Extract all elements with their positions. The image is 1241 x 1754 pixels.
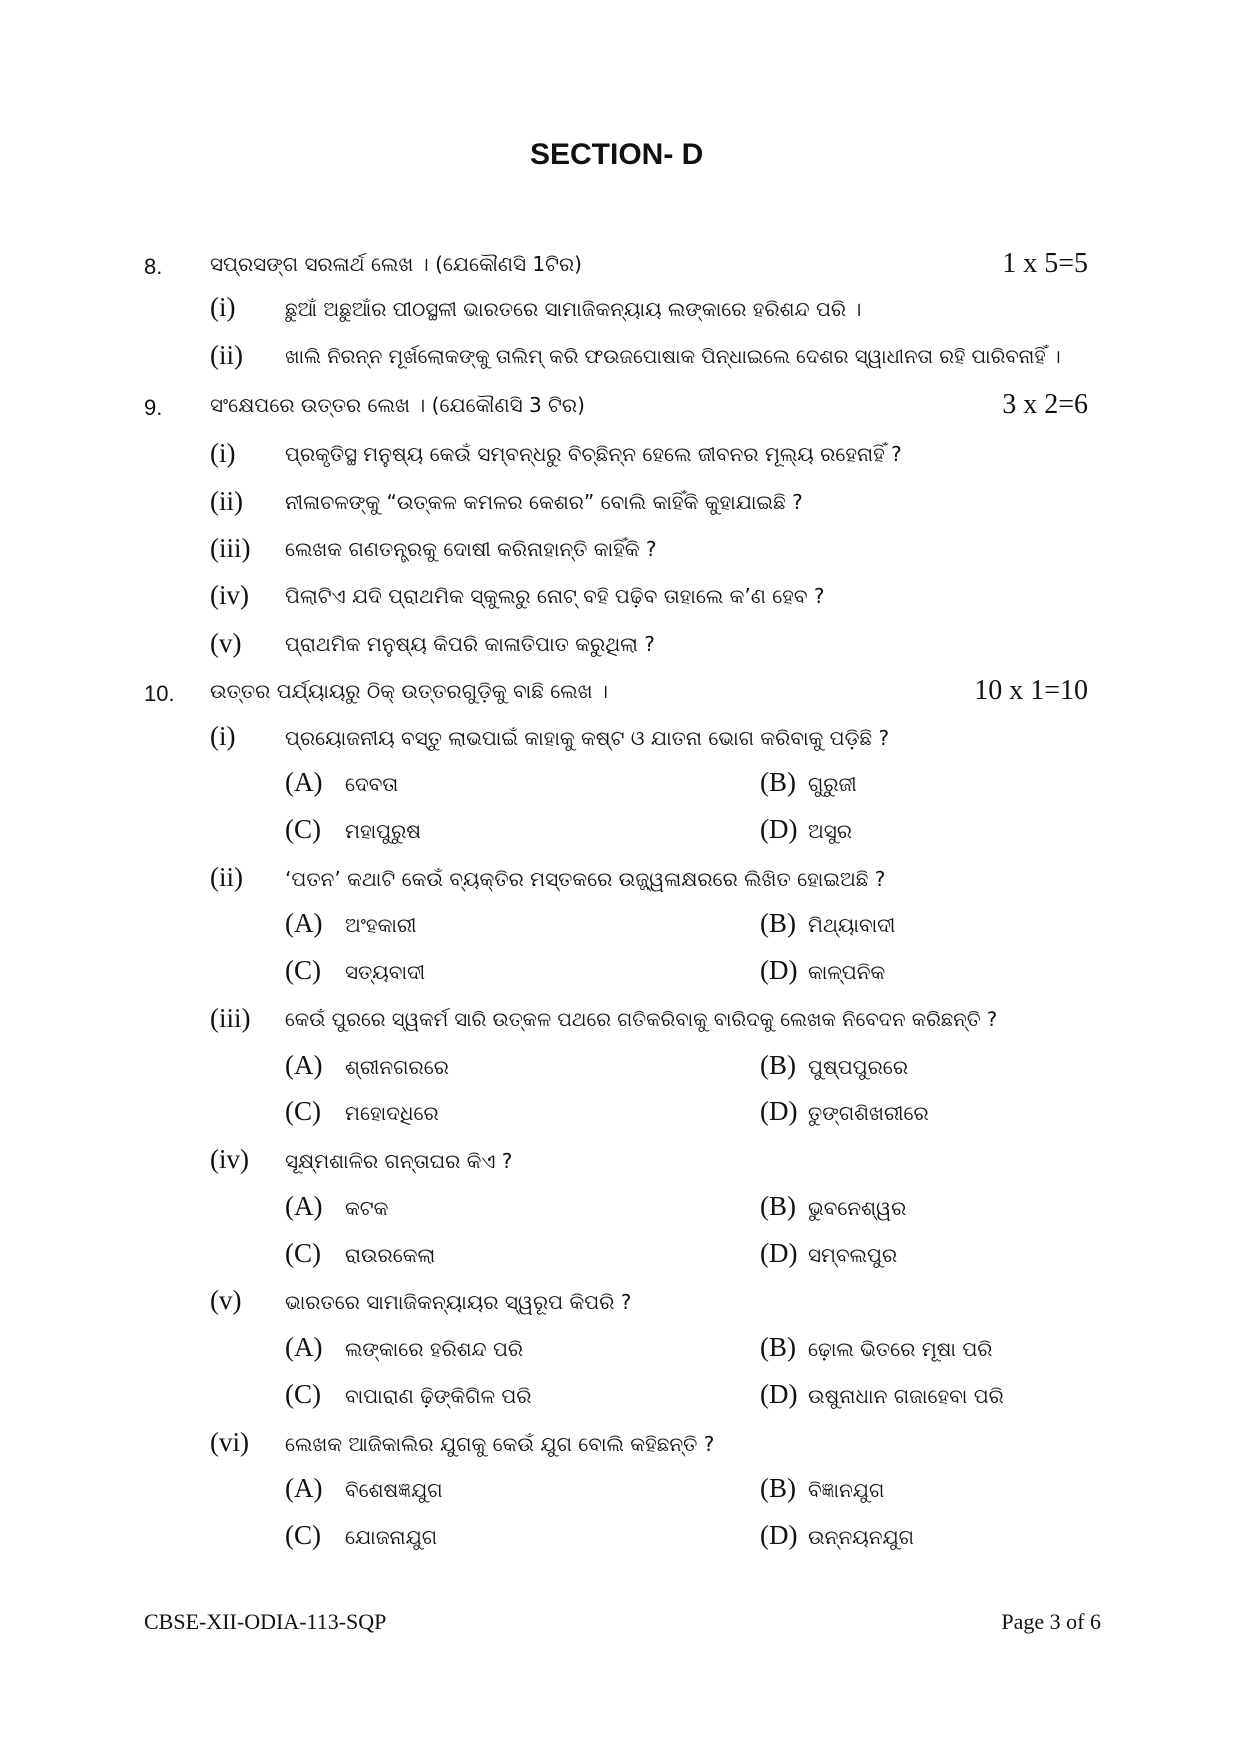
option-label: (D) — [760, 814, 798, 844]
option-text: ଉଷୁନାଧାନ ଗଜାହେବା ପରି — [808, 1384, 1004, 1408]
item-text: ପ୍ରକୃତିସ୍ଥ ମନୁଷ୍ୟ କେଉଁ ସମ୍ବନ୍ଧରୁ ବିଚ୍ଛିନ୍ନ ହେଲେ ଜୀବନର ମୂଲ୍ୟ ରହେନାହିଁ ? — [285, 442, 902, 466]
option-text: ଶ୍ରୀନଗରରେ — [345, 1055, 449, 1079]
option-label: (B) — [760, 1191, 796, 1221]
item-number: (ii) — [210, 486, 243, 516]
question-number: 10. — [144, 681, 175, 706]
option-label: (D) — [760, 1238, 798, 1268]
item-number: (ii) — [210, 340, 243, 370]
option-label: (D) — [760, 1520, 798, 1550]
item-text: ପିଲାଟିଏ ଯଦି ପ୍ରାଥମିକ ସ୍କୁଲରୁ ନୋଟ୍ ବହି ପଢ଼ିବ ତାହାଲେ କ’ଣ ହେବ ? — [285, 584, 825, 608]
option-label: (A) — [285, 908, 323, 938]
option-text: ମହୋଦଧିରେ — [345, 1101, 439, 1125]
option-text: ବିଜ୍ଞାନଯୁଗ — [808, 1478, 885, 1502]
option-label: (A) — [285, 1473, 323, 1503]
marks: 3 x 2=6 — [1002, 389, 1088, 420]
item-text: କେଉଁ ପୁରରେ ସ୍ୱକର୍ମ ସାରି ଉତ୍କଳ ପଥରେ ଗତିକରିବାକୁ ବାରିଦକୁ ଲେଖକ ନିବେଦନ କରିଛନ୍ତି ? — [285, 1008, 998, 1031]
option-text: ଢ଼ୋଲ ଭିତରେ ମୂଷା ପରି — [808, 1337, 993, 1361]
option-label: (C) — [285, 1096, 321, 1126]
option-text: ରାଉରକେଲା — [345, 1243, 436, 1267]
question-text: ଉତ୍ତର ପର୍ଯ୍ୟାୟରୁ ଠିକ୍ ଉତ୍ତରଗୁଡ଼ିକୁ ବାଛି ଲେଖ । — [210, 679, 609, 703]
option-label: (C) — [285, 1379, 321, 1409]
option-label: (C) — [285, 1520, 321, 1550]
option-text: ଅଂହକାରୀ — [345, 913, 417, 937]
option-text: ସତ୍ୟବାଦୀ — [345, 960, 426, 984]
option-text: ଉନ୍ନୟନଯୁଗ — [808, 1525, 915, 1549]
option-text: ବାପାରାଣ ଢ଼ିଙ୍କିଗିଳ ପରି — [345, 1384, 532, 1408]
item-text: ଲେଖକ ଗଣତନ୍ତ୍ରକୁ ଦୋଷୀ କରିନାହାନ୍ତି କାହିଁକି ? — [285, 537, 657, 561]
option-text: ଲଙ୍କାରେ ହରିଶନ୍ଦ ପରି — [345, 1337, 524, 1361]
option-text: ଯୋଜନାଯୁଗ — [345, 1525, 438, 1549]
option-label: (A) — [285, 767, 323, 797]
marks: 1 x 5=5 — [1002, 248, 1088, 279]
item-text: ଲେଖକ ଆଜିକାଲିର ଯୁଗକୁ କେଉଁ ଯୁଗ ବୋଲି କହିଛନ୍ତି ? — [285, 1432, 715, 1456]
option-text: କଟକ — [345, 1196, 389, 1220]
option-label: (C) — [285, 1238, 321, 1268]
item-number: (v) — [210, 1285, 242, 1315]
option-text: ମହାପୁରୁଷ — [345, 819, 422, 843]
option-label: (C) — [285, 814, 321, 844]
option-text: ବିଶେଷଜ୍ଞଯୁଗ — [345, 1478, 443, 1502]
item-text: ଛୁଆଁ ଅଛୁଆଁର ପୀଠସ୍ଥଳୀ ଭାରତରେ ସାମାଜିକନ୍ୟାୟ ଲଙ୍କାରେ ହରିଶନ୍ଦ ପରି । — [285, 297, 862, 321]
section-title: SECTION- D — [530, 138, 704, 171]
option-label: (D) — [760, 955, 798, 985]
option-label: (A) — [285, 1332, 323, 1362]
item-text: ଖାଲି ନିରନ୍ନ ମୂର୍ଖଲୋକଙ୍କୁ ତାଲିମ୍ କରି ଫଉଜପୋଷାକ ପିନ୍ଧାଇଲେ ଦେଶର ସ୍ୱାଧୀନତା ରହି ପାରିବନାହିଁ । — [285, 345, 1061, 368]
option-label: (B) — [760, 908, 796, 938]
option-text: ଅସୁର — [808, 819, 852, 843]
option-label: (B) — [760, 767, 796, 797]
question-number: 8. — [144, 254, 163, 279]
item-number: (i) — [210, 721, 236, 751]
item-number: (iii) — [210, 1003, 251, 1033]
option-label: (D) — [760, 1379, 798, 1409]
option-text: ଭୁବନେଶ୍ୱର — [808, 1196, 907, 1220]
item-number: (i) — [210, 438, 236, 468]
option-label: (B) — [760, 1050, 796, 1080]
option-label: (C) — [285, 955, 321, 985]
question-number: 9. — [144, 395, 163, 420]
option-label: (D) — [760, 1096, 798, 1126]
item-number: (vi) — [210, 1427, 249, 1457]
footer-code: CBSE-XII-ODIA-113-SQP — [144, 1609, 387, 1634]
marks: 10 x 1=10 — [974, 675, 1088, 706]
footer-page-number: Page 3 of 6 — [1001, 1609, 1101, 1634]
item-number: (iii) — [210, 533, 251, 563]
option-text: ପୁଷ୍ପପୁରରେ — [808, 1055, 908, 1079]
item-text: ଭାରତରେ ସାମାଜିକନ୍ୟାୟର ସ୍ୱରୂପ କିପରି ? — [285, 1290, 632, 1314]
option-text: ଗୁରୁଜୀ — [808, 772, 857, 796]
item-text: ପ୍ରାଥମିକ ମନୁଷ୍ୟ କିପରି କାଳାତିପାତ କରୁଥିଲା ? — [285, 632, 655, 656]
option-label: (A) — [285, 1191, 323, 1221]
option-label: (B) — [760, 1332, 796, 1362]
option-label: (B) — [760, 1473, 796, 1503]
item-number: (i) — [210, 292, 236, 322]
item-text: ସୂକ୍ଷ୍ମଶାଳିର ଗନ୍ତାଘର କିଏ ? — [285, 1149, 513, 1173]
item-text: ନୀଳାଚଳଙ୍କୁ “ଉତ୍କଳ କମଳର କେଶର” ବୋଲି କାହିଁକି କୁହାଯାଇଛି ? — [285, 490, 803, 514]
option-text: ଦେବତା — [345, 772, 399, 796]
question-text: ସଂକ୍ଷେପରେ ଉତ୍ତର ଲେଖ । (ଯେକୌଣସି 3 ଟିର) — [210, 393, 585, 417]
item-number: (iv) — [210, 1144, 249, 1174]
item-number: (v) — [210, 628, 242, 658]
item-number: (iv) — [210, 580, 249, 610]
option-text: ସମ୍ବଲପୁର — [808, 1243, 898, 1267]
item-number: (ii) — [210, 862, 243, 892]
option-text: ମିଥ୍ୟାବାଦୀ — [808, 913, 896, 937]
option-label: (A) — [285, 1050, 323, 1080]
question-text: ସପ୍ରସଙ୍ଗ ସରଳାର୍ଥ ଲେଖ । (ଯେକୌଣସି 1ଟିର) — [210, 252, 582, 276]
option-text: ତୁଙ୍ଗଶିଖରୀରେ — [808, 1101, 929, 1125]
item-text: ପ୍ରୟୋଜନୀୟ ବସ୍ତୁ ଲାଭପାଇଁ କାହାକୁ କଷ୍ଟ ଓ ଯାତନା ଭୋଗ କରିବାକୁ ପଡ଼ିଛି ? — [285, 726, 890, 750]
item-text: ‘ପତନ’ କଥାଟି କେଉଁ ବ୍ୟକ୍ତିର ମସ୍ତକରେ ଉଜ୍ଜ୍ୱଳାକ୍ଷରରେ ଲିଖିତ ହୋଇଅଛି ? — [285, 867, 886, 891]
option-text: କାଳ୍ପନିକ — [808, 960, 886, 984]
